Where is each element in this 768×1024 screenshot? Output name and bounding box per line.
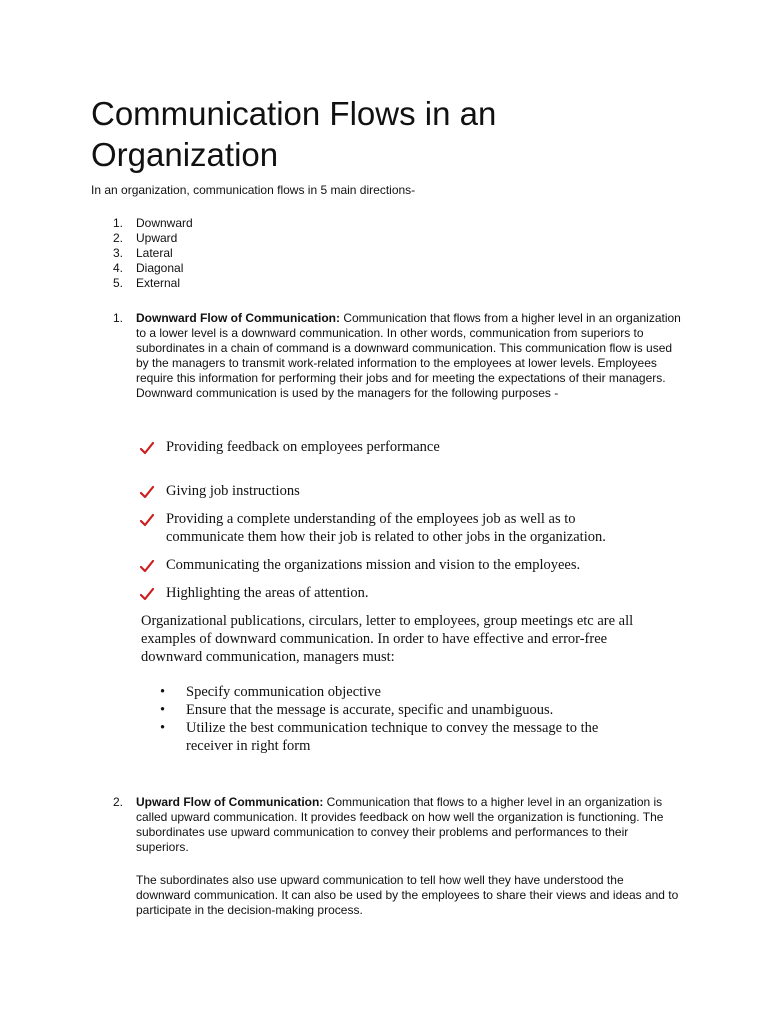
list-text: Ensure that the message is accurate, specific and unambiguous. — [186, 702, 554, 718]
checklist-text: Communicating the organizations mission and vision to the employees. — [166, 557, 581, 573]
checklist-text: Providing feedback on employees performance — [166, 439, 440, 455]
checklist-text: Giving job instructions — [166, 483, 300, 499]
check-mark-icon — [140, 556, 166, 574]
list-label: Lateral — [136, 246, 173, 260]
bullet-dot-icon: • — [160, 702, 166, 718]
examples-paragraph: Organizational publications, circulars, letter to employees, group meetings etc are all examples of downward communication. In order to have effective and error-free downward communication, managers must: — [141, 613, 634, 665]
list-number: 1. — [113, 216, 124, 230]
purposes-checklist — [140, 0, 660, 1024]
section-heading: Upward Flow of Communication: — [136, 795, 324, 809]
list-label: External — [136, 276, 181, 290]
list-text: Specify communication objective — [186, 684, 381, 700]
list-text: Utilize the best communication technique to convey the message to the receiver in right form — [186, 720, 599, 754]
section-text: Communication that flows to a higher level in an organization is called upward communication. It provides feedback on how well the organization is functioning. The subordinates use upward communication to convey their problems and performances to their superiors. — [136, 795, 664, 854]
upward-description — [136, 795, 681, 855]
managers-must-list — [160, 683, 640, 755]
checklist-item — [140, 438, 640, 456]
list-number: 5. — [113, 276, 124, 290]
list-label: Upward — [136, 231, 178, 245]
list-number: 3. — [113, 246, 124, 260]
upward-paragraph-2: The subordinates also use upward communication to tell how well they have understood the downward communication. It can also be used by the employees to share their views and ideas and to participate in the decision-making process. — [136, 873, 679, 917]
list-number: 4. — [113, 261, 124, 275]
section-number: 1. — [113, 311, 124, 325]
checklist-item — [140, 584, 640, 602]
checklist-item — [140, 510, 640, 546]
bullet-dot-icon: • — [160, 720, 166, 736]
checklist-item — [140, 482, 640, 500]
check-mark-icon — [140, 482, 166, 500]
check-mark-icon — [140, 438, 166, 456]
section-heading: Downward Flow of Communication: — [136, 311, 340, 325]
list-number: 2. — [113, 231, 124, 245]
intro-text: In an organization, communication flows in 5 main directions- — [91, 183, 416, 197]
bullet-dot-icon: • — [160, 684, 166, 700]
checklist-text: Highlighting the areas of attention. — [166, 585, 369, 601]
check-mark-icon — [140, 510, 166, 546]
upward-section — [91, 795, 681, 855]
list-item — [160, 683, 640, 701]
list-item — [160, 719, 640, 755]
check-mark-icon — [140, 584, 166, 602]
page-title: Communication Flows in an Organization — [91, 95, 497, 173]
checklist-text: Providing a complete understanding of the employees job as well as to communicate them how their job is related to other jobs in the organization. — [166, 511, 606, 545]
list-label: Downward — [136, 216, 193, 230]
section-text: Communication that flows from a higher level in an organization to a lower level is a downward communication. In other words, communication from superiors to subordinates in a chain of command is a downward communication. This communication flow is used by the managers to transmit work-related information to the employees at lower levels. Employees require this information for performing their jobs and for meeting the expectations of their managers. Downward communication is used by the managers for the following purposes - — [136, 311, 681, 400]
list-item — [160, 701, 640, 719]
section-number: 2. — [113, 795, 124, 809]
checklist-item — [140, 556, 640, 574]
list-label: Diagonal — [136, 261, 184, 275]
